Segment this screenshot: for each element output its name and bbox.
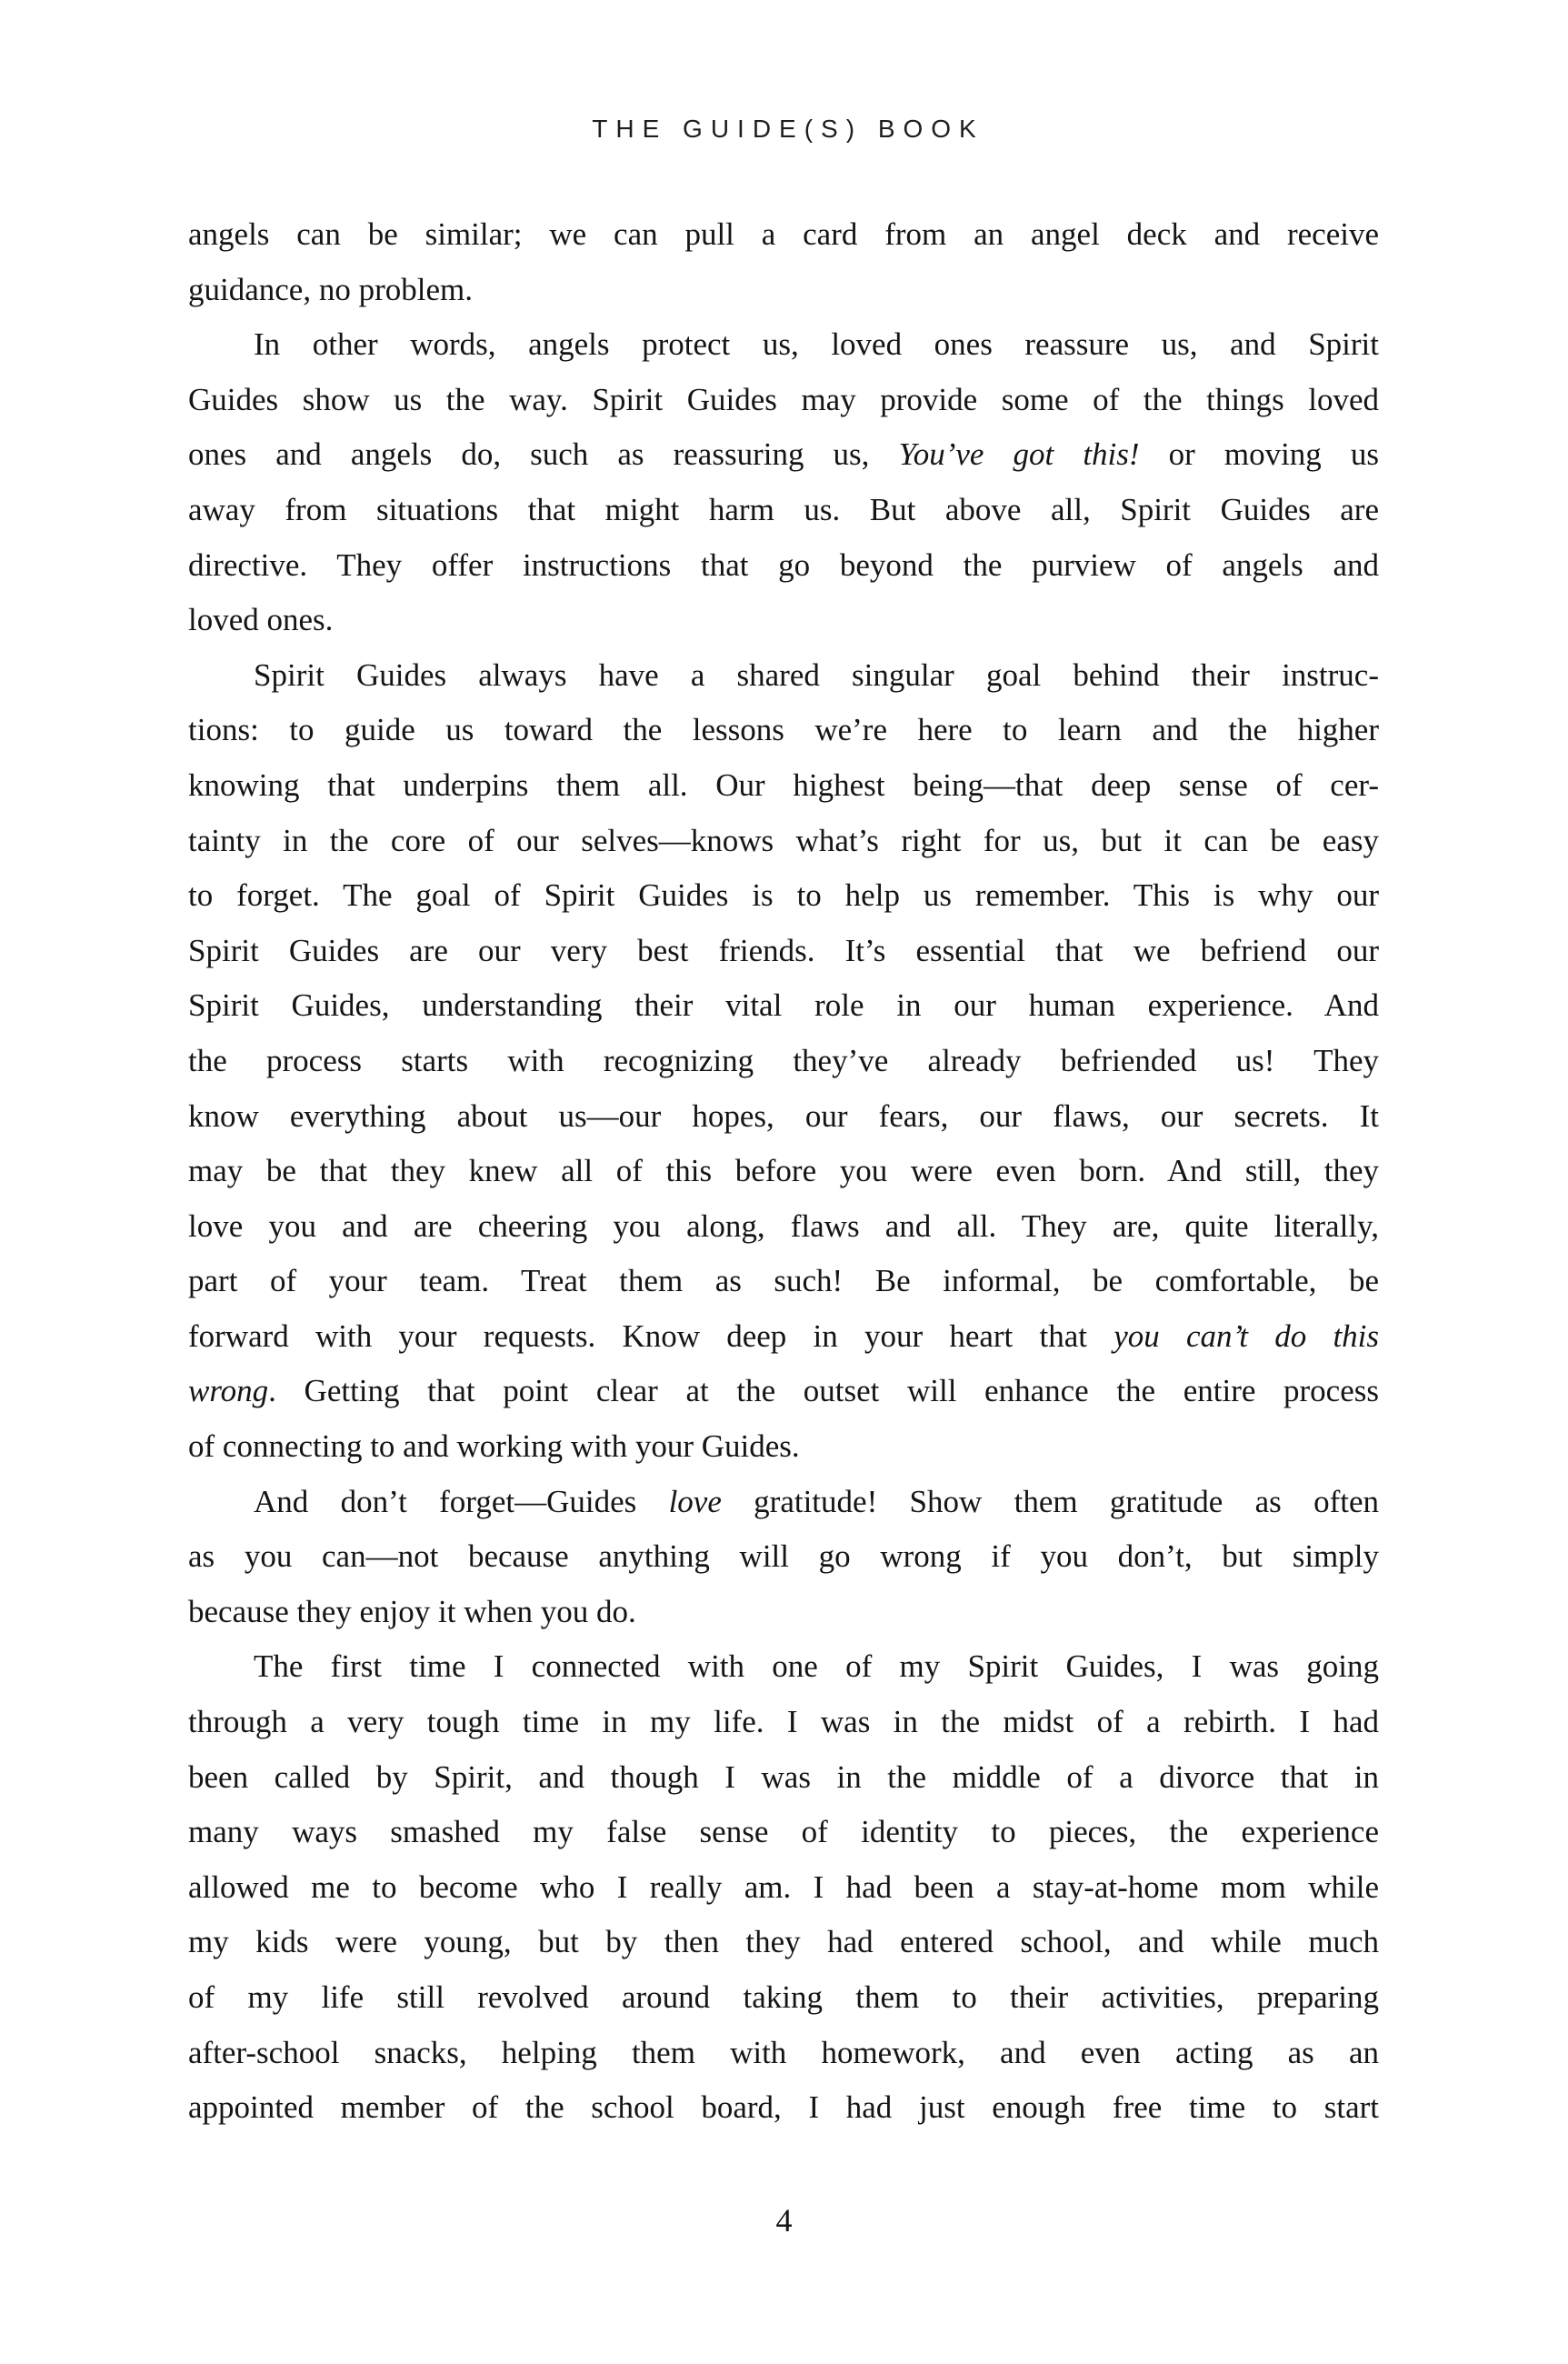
text-line bbox=[188, 1970, 1379, 2026]
text-segment: part of your team. Treat them as such! Be informal, be comfortable, be bbox=[188, 1263, 1379, 1299]
text-line bbox=[188, 1419, 1379, 1475]
text-segment: many ways smashed my false sense of identity to pieces, the experience bbox=[188, 1814, 1379, 1850]
text-line bbox=[188, 648, 1379, 704]
text-segment: to forget. The goal of Spirit Guides is to help us remember. This is why our bbox=[188, 877, 1379, 914]
text-segment: Spirit Guides, understanding their vital role in our human experience. And bbox=[188, 987, 1379, 1024]
text-line bbox=[188, 2026, 1379, 2081]
text-line bbox=[188, 1309, 1379, 1365]
text-segment: of connecting to and working with your Guides. bbox=[188, 1428, 800, 1465]
text-line bbox=[188, 1199, 1379, 1255]
text-segment: my kids were young, but by then they had entered school, and while much bbox=[188, 1924, 1379, 1960]
italic-text: You’ve got this! bbox=[898, 436, 1140, 473]
text-segment: ones and angels do, such as reassuring us, bbox=[188, 436, 899, 473]
text-segment: been called by Spirit, and though I was in the middle of a divorce that in bbox=[188, 1758, 1379, 1795]
text-segment: the process starts with recognizing they’ve already befriended us! They bbox=[188, 1042, 1379, 1078]
text-segment: of my life still revolved around taking them to their activities, preparing bbox=[188, 1979, 1379, 2015]
text-line bbox=[188, 1034, 1379, 1089]
text-segment: appointed member of the school board, I had just enough free time to start bbox=[188, 2089, 1379, 2126]
text-segment: loved ones. bbox=[188, 602, 334, 638]
text-segment: away from situations that might harm us. But above all, Spirit Guides are bbox=[188, 491, 1379, 527]
text-line bbox=[188, 868, 1379, 924]
text-segment: allowed me to become who I really am. I had been a stay-at-home mom while bbox=[188, 1868, 1379, 1905]
text-line bbox=[188, 1529, 1379, 1585]
text-line bbox=[188, 758, 1379, 814]
page-body bbox=[188, 207, 1379, 2136]
text-segment: gratitude! Show them gratitude as often bbox=[721, 1483, 1379, 1519]
text-line bbox=[188, 427, 1379, 483]
text-segment: love you and are cheering you along, flaws and all. They are, quite literally, bbox=[188, 1207, 1379, 1244]
text-line bbox=[188, 1639, 1379, 1695]
text-segment: Spirit Guides are our very best friends. It’s essential that we befriend our bbox=[188, 932, 1379, 968]
text-segment: forward with your requests. Know deep in your heart that bbox=[188, 1317, 1114, 1354]
text-segment: The first time I connected with one of my Spirit Guides, I was going bbox=[254, 1648, 1379, 1685]
text-line bbox=[188, 1089, 1379, 1145]
text-segment: angels can be similar; we can pull a card from an angel deck and receive bbox=[188, 216, 1379, 252]
text-segment: because they enjoy it when you do. bbox=[188, 1593, 636, 1629]
text-line bbox=[188, 1144, 1379, 1199]
text-segment: guidance, no problem. bbox=[188, 271, 473, 307]
text-line bbox=[188, 924, 1379, 979]
text-segment: or moving us bbox=[1139, 436, 1379, 473]
page-number: 4 bbox=[775, 2202, 793, 2239]
text-segment: . Getting that point clear at the outset will enhance the entire process bbox=[268, 1373, 1379, 1409]
text-line bbox=[188, 1475, 1379, 1530]
italic-text: love bbox=[668, 1483, 722, 1519]
text-line bbox=[188, 814, 1379, 869]
text-segment: know everything about us—our hopes, our fears, our flaws, our secrets. It bbox=[188, 1097, 1379, 1134]
text-line bbox=[188, 483, 1379, 538]
text-line bbox=[188, 1805, 1379, 1860]
text-segment: knowing that underpins them all. Our highest being—that deep sense of cer- bbox=[188, 766, 1379, 803]
text-segment: may be that they knew all of this before you were even born. And still, they bbox=[188, 1153, 1379, 1189]
text-segment: through a very tough time in my life. I was in the midst of a rebirth. I had bbox=[188, 1704, 1379, 1740]
italic-text: wrong bbox=[188, 1373, 269, 1409]
text-line bbox=[188, 1585, 1379, 1640]
text-line bbox=[188, 373, 1379, 428]
text-line bbox=[188, 1915, 1379, 1970]
text-segment: after-school snacks, helping them with homework, and even acting as an bbox=[188, 2034, 1379, 2070]
text-segment: Spirit Guides always have a shared singular goal behind their instruc- bbox=[254, 656, 1379, 693]
text-line bbox=[188, 1750, 1379, 1806]
text-segment: And don’t forget—Guides bbox=[254, 1483, 669, 1519]
text-segment: In other words, angels protect us, loved ones reassure us, and Spirit bbox=[254, 326, 1379, 363]
text-segment: Guides show us the way. Spirit Guides may provide some of the things loved bbox=[188, 381, 1379, 417]
text-line bbox=[188, 703, 1379, 758]
text-line bbox=[188, 593, 1379, 648]
text-line bbox=[188, 538, 1379, 594]
text-line bbox=[188, 263, 1379, 318]
text-line bbox=[188, 1695, 1379, 1750]
text-segment: as you can—not because anything will go wrong if you don’t, but simply bbox=[188, 1538, 1379, 1575]
text-line bbox=[188, 1254, 1379, 1309]
text-segment: tions: to guide us toward the lessons we’re here to learn and the higher bbox=[188, 712, 1379, 748]
text-segment: directive. They offer instructions that go beyond the purview of angels and bbox=[188, 546, 1379, 583]
text-line bbox=[188, 2080, 1379, 2136]
text-segment: tainty in the core of our selves—knows what’s right for us, but it can be easy bbox=[188, 822, 1379, 858]
italic-text: you can’t do this bbox=[1114, 1317, 1380, 1354]
text-line bbox=[188, 1364, 1379, 1419]
running-header: THE GUIDE(S) BOOK bbox=[592, 115, 984, 143]
text-line bbox=[188, 978, 1379, 1034]
text-line bbox=[188, 207, 1379, 263]
text-line bbox=[188, 317, 1379, 373]
text-line bbox=[188, 1860, 1379, 1916]
